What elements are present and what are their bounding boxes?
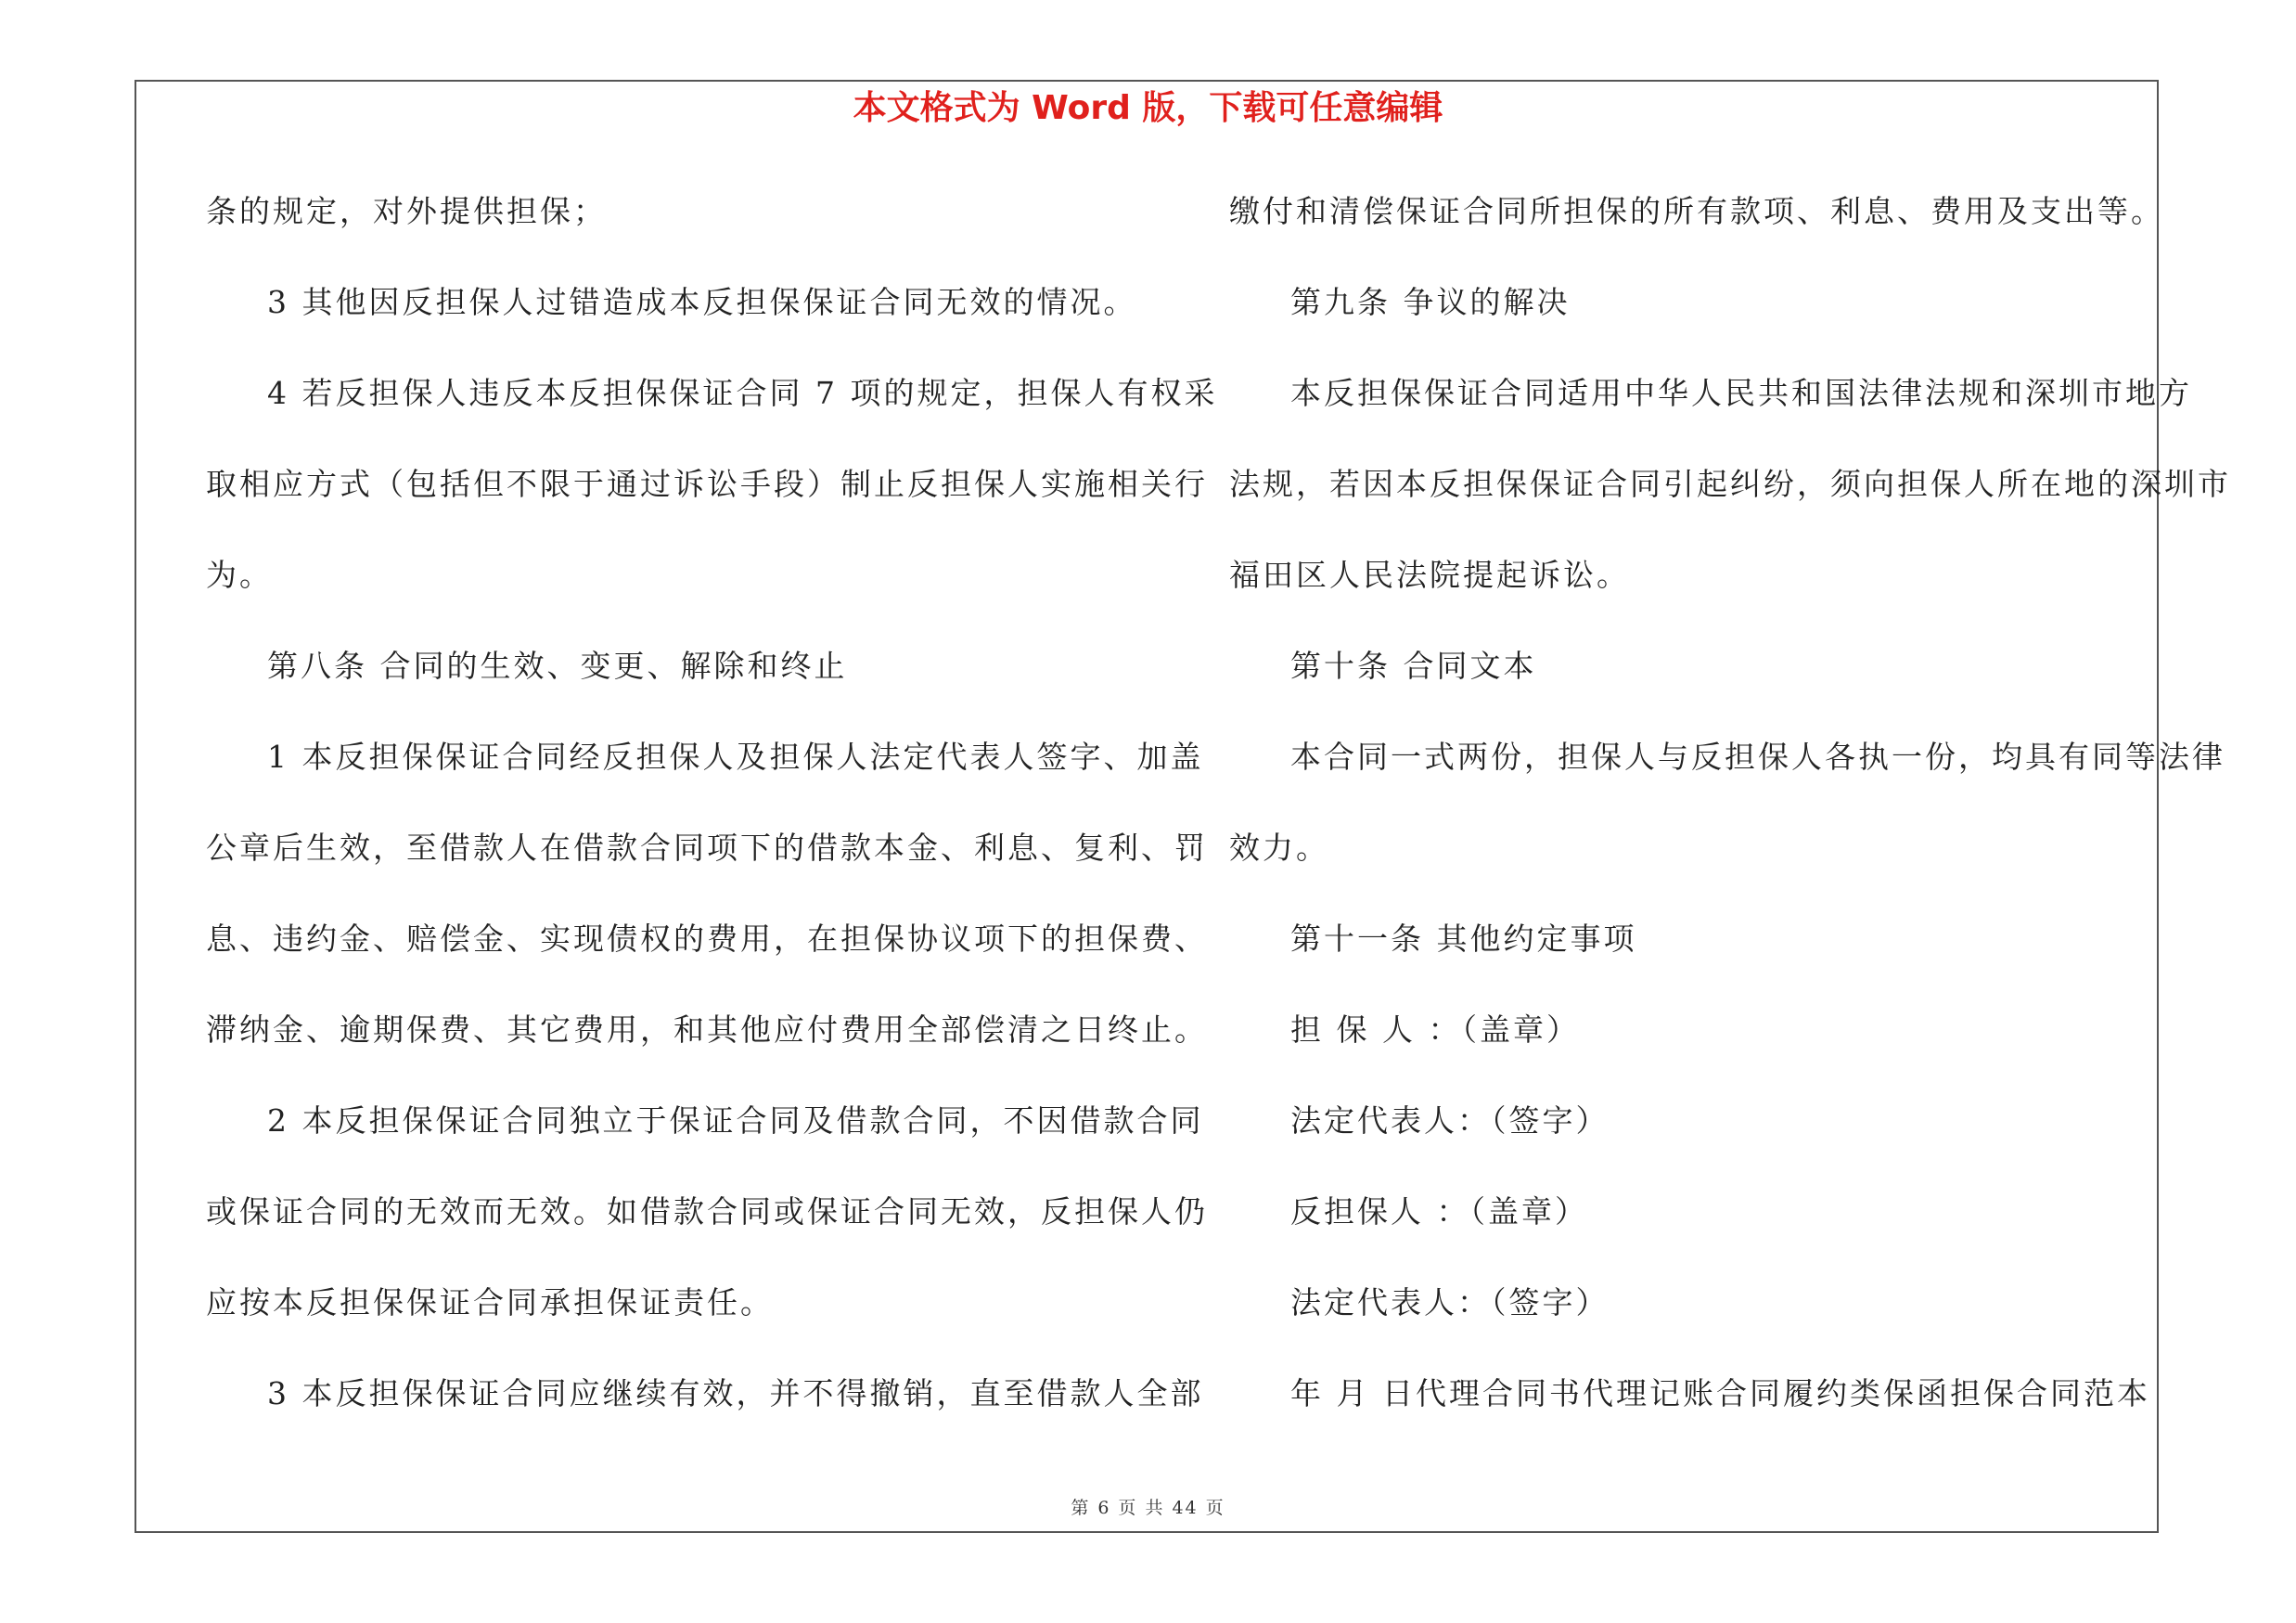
section-heading: 第十一条 其他约定事项 <box>1290 921 1637 957</box>
text-line: 应按本反担保保证合同承担保证责任。 <box>206 1284 774 1320</box>
left-text-column <box>206 184 1218 1457</box>
text-line: 效力。 <box>1229 830 1329 866</box>
total-page-count: 44 <box>1172 1498 1199 1518</box>
footer-mid: 页 共 <box>1118 1498 1165 1518</box>
word-format-banner: 本文格式为 Word 版，下载可任意编辑 <box>853 89 1443 127</box>
text-line: 2 本反担保保证合同独立于保证合同及借款合同，不因借款合同 <box>267 1102 1204 1139</box>
text-line: 息、违约金、赔偿金、实现债权的费用，在担保协议项下的担保费、 <box>206 921 1208 957</box>
text-line: 3 本反担保保证合同应继续有效，并不得撤销，直至借款人全部 <box>267 1375 1204 1411</box>
date-line: 年 月 日代理合同书代理记账合同履约类保函担保合同范本 <box>1290 1375 2150 1411</box>
text-line: 法规，若因本反担保保证合同引起纠纷，须向担保人所在地的深圳市 <box>1229 466 2231 502</box>
text-line: 或保证合同的无效而无效。如借款合同或保证合同无效，反担保人仍 <box>206 1193 1208 1230</box>
text-line: 本合同一式两份，担保人与反担保人各执一份，均具有同等法律 <box>1290 739 2225 775</box>
text-line: 1 本反担保保证合同经反担保人及担保人法定代表人签字、加盖 <box>267 739 1204 775</box>
section-heading: 第九条 争议的解决 <box>1290 284 1571 320</box>
section-heading: 第八条 合同的生效、变更、解除和终止 <box>267 648 848 684</box>
text-line: 滞纳金、逾期保费、其它费用，和其他应付费用全部偿清之日终止。 <box>206 1011 1208 1048</box>
text-line: 公章后生效，至借款人在借款合同项下的借款本金、利息、复利、罚 <box>206 830 1208 866</box>
signature-line-guarantor: 担 保 人 ：（盖章） <box>1290 1011 1580 1048</box>
text-line: 3 其他因反担保人过错造成本反担保保证合同无效的情况。 <box>267 284 1137 320</box>
footer-suffix: 页 <box>1205 1498 1225 1518</box>
text-line: 取相应方式（包括但不限于通过诉讼手段）制止反担保人实施相关行 <box>206 466 1208 502</box>
current-page-number: 6 <box>1097 1498 1111 1518</box>
section-heading: 第十条 合同文本 <box>1290 648 1537 684</box>
right-text-column <box>1229 184 2231 1457</box>
footer-prefix: 第 <box>1071 1498 1091 1518</box>
signature-line-legal-rep: 法定代表人：（签字） <box>1290 1284 1610 1320</box>
text-line: 缴付和清偿保证合同所担保的所有款项、利息、费用及支出等。 <box>1229 193 2164 229</box>
text-line: 福田区人民法院提起诉讼。 <box>1229 557 1630 593</box>
signature-line-counter-guarantor: 反担保人 ：（盖章） <box>1290 1193 1588 1230</box>
page-number-footer <box>0 1494 2296 1519</box>
signature-line-legal-rep: 法定代表人：（签字） <box>1290 1102 1610 1139</box>
text-line: 本反担保保证合同适用中华人民共和国法律法规和深圳市地方 <box>1290 375 2192 411</box>
text-line: 为。 <box>206 557 273 593</box>
text-line: 4 若反担保人违反本反担保保证合同 7 项的规定，担保人有权采 <box>267 375 1218 411</box>
text-line: 条的规定，对外提供担保； <box>206 193 607 229</box>
